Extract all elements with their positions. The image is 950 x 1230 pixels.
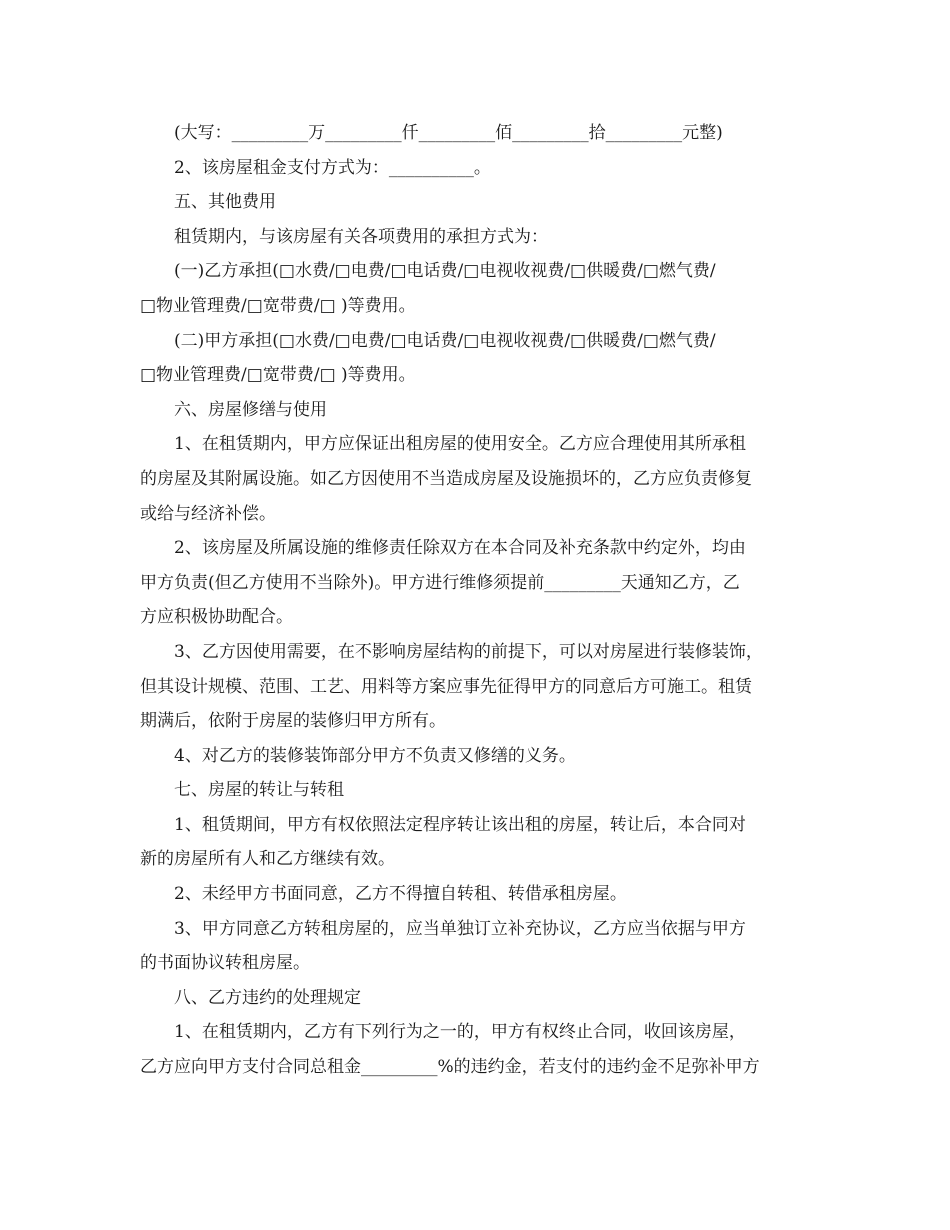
text-line: 甲方负责(但乙方使用不当除外)。甲方进行维修须提前_________天通知乙方，乙 xyxy=(140,572,740,593)
text-line: 方应积极协助配合。 xyxy=(140,607,293,628)
text-line: 或给与经济补偿。 xyxy=(140,503,276,524)
text-line: 2、该房屋及所属设施的维修责任除双方在本合同及补充条款中约定外，均由 xyxy=(174,538,746,559)
document-body xyxy=(140,116,820,1085)
section-heading: 八、乙方违约的处理规定 xyxy=(174,987,361,1008)
text-line: 新的房屋所有人和乙方继续有效。 xyxy=(140,849,395,870)
text-line: 3、甲方同意乙方转租房屋的，应当单独订立补充协议，乙方应当依据与甲方 xyxy=(174,918,746,939)
text-line: (二)甲方承担(□水费/□电费/□电话费/□电视收视费/□供暖费/□燃气费/ xyxy=(174,330,716,351)
section-heading: 六、房屋修缮与使用 xyxy=(174,399,327,420)
text-line: 乙方应向甲方支付合同总租金_________%的违约金，若支付的违约金不足弥补甲方 xyxy=(140,1057,760,1078)
text-line: 但其设计规模、范围、工艺、用料等方案应事先征得甲方的同意后方可施工。租赁 xyxy=(140,676,752,697)
text-line: 的房屋及其附属设施。如乙方因使用不当造成房屋及设施损坏的，乙方应负责修复 xyxy=(140,468,752,489)
section-heading: 五、其他费用 xyxy=(174,192,276,213)
text-line: 2、该房屋租金支付方式为：__________。 xyxy=(174,157,491,178)
text-line: 4、对乙方的装修装饰部分甲方不负责又修缮的义务。 xyxy=(174,745,576,766)
text-line: □物业管理费/□宽带费/□ )等费用。 xyxy=(140,295,416,316)
text-line: 期满后，依附于房屋的装修归甲方所有。 xyxy=(140,711,446,732)
text-line: 1、在租赁期内，甲方应保证出租房屋的使用安全。乙方应合理使用其所承租 xyxy=(174,434,746,455)
text-line: 的书面协议转租房屋。 xyxy=(140,953,310,974)
text-line: 1、在租赁期内，乙方有下列行为之一的，甲方有权终止合同，收回该房屋， xyxy=(174,1022,746,1043)
text-line: 2、未经甲方书面同意，乙方不得擅自转租、转借承租房屋。 xyxy=(174,884,627,905)
section-heading: 七、房屋的转让与转租 xyxy=(174,780,344,801)
text-line: (一)乙方承担(□水费/□电费/□电话费/□电视收视费/□供暖费/□燃气费/ xyxy=(174,261,716,282)
text-line: 3、乙方因使用需要，在不影响房屋结构的前提下，可以对房屋进行装修装饰， xyxy=(174,641,763,662)
text-line: 租赁期内，与该房屋有关各项费用的承担方式为： xyxy=(174,226,548,247)
text-line: (大写：_________万_________仟_________佰_________拾_________元整) xyxy=(174,123,723,143)
text-line: □物业管理费/□宽带费/□ )等费用。 xyxy=(140,365,416,386)
text-line: 1、租赁期间，甲方有权依照法定程序转让该出租的房屋，转让后，本合同对 xyxy=(174,814,746,835)
